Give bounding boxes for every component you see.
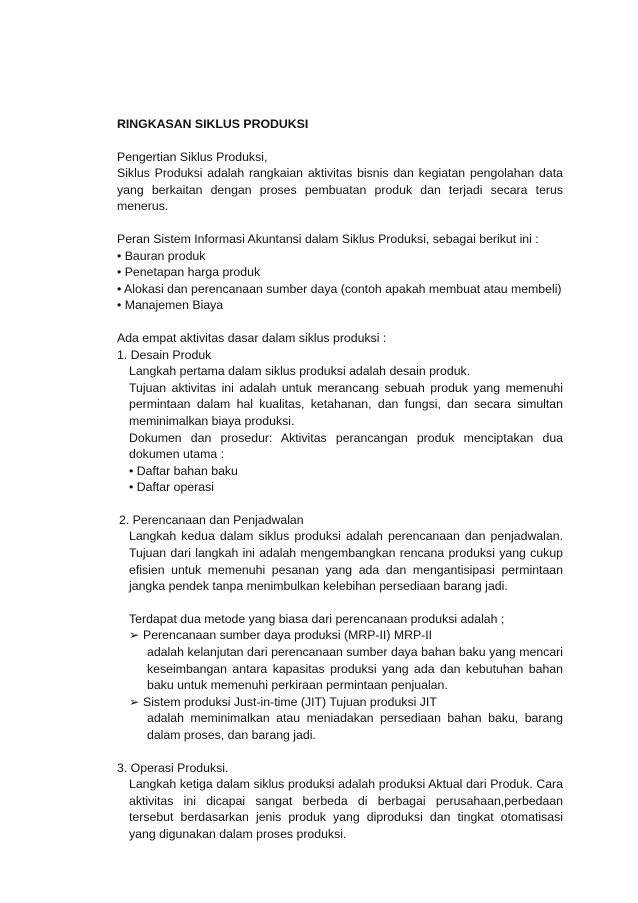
spacer	[117, 744, 563, 760]
definition-text: Siklus Produksi adalah rangkaian aktivitas bisnis dan kegiatan pengolahan data yang berkaitan dengan proses pembuatan produk dan terjadi secara terus menerus.	[117, 166, 563, 214]
section-1-paragraph: Langkah pertama dalam siklus produksi adalah desain produk.	[129, 364, 471, 379]
section-2-methods-intro: Terdapat dua metode yang biasa dari perencanaan produksi adalah ;	[129, 611, 505, 626]
role-item: • Bauran produk	[117, 248, 206, 263]
method-mrp-heading	[129, 627, 563, 644]
method-jit-title: Sistem produksi Just-in-time (JIT) Tujuan produksi JIT	[143, 694, 437, 709]
document-content	[117, 116, 563, 843]
spacer	[117, 133, 563, 149]
arrow-bullet-icon: ➢	[129, 694, 140, 709]
section-1-item: • Daftar operasi	[129, 480, 214, 495]
section-2-paragraph: Langkah kedua dalam siklus produksi adalah perencanaan dan penjadwalan. Tujuan dari langkah ini adalah mengembangkan rencana produksi yang cukup efisien untuk memenuhi pesanan yang ada dan mengantisipasi permintaan jangka pendek tanpa menimbulkan kelebihan persediaan barang jadi.	[129, 529, 563, 594]
spacer	[117, 215, 563, 231]
section-1-heading: 1. Desain Produk	[117, 347, 212, 362]
role-item: • Alokasi dan perencanaan sumber daya (contoh apakah membuat atau membeli)	[117, 281, 562, 296]
section-2-heading: 2. Perencanaan dan Penjadwalan	[119, 512, 304, 527]
definition-heading: Pengertian Siklus Produksi,	[117, 149, 268, 164]
spacer	[117, 496, 563, 512]
spacer	[117, 595, 563, 611]
section-1-item: • Daftar bahan baku	[129, 463, 238, 478]
method-mrp-title: Perencanaan sumber daya produksi (MRP-II) MRP-II	[143, 628, 433, 643]
section-1-paragraph: Tujuan aktivitas ini adalah untuk merancang sebuah produk yang memenuhi permintaan dalam hal kualitas, ketahanan, dan fungsi, dan secara simultan meminimalkan biaya produksi.	[129, 380, 563, 428]
arrow-bullet-icon: ➢	[129, 628, 140, 643]
role-heading: Peran Sistem Informasi Akuntansi dalam Siklus Produksi, sebagai berikut ini :	[117, 231, 539, 246]
role-item: • Manajemen Biaya	[117, 298, 224, 313]
method-jit-text: adalah meminimalkan atau meniadakan persediaan bahan baku, barang dalam proses, dan barang jadi.	[147, 711, 563, 742]
section-3-heading: 3. Operasi Produksi.	[117, 760, 229, 775]
role-item: • Penetapan harga produk	[117, 265, 261, 280]
method-jit-heading	[129, 694, 563, 711]
section-3-paragraph: Langkah ketiga dalam siklus produksi adalah produksi Aktual dari Produk. Cara aktivitas ini dicapai sangat berbeda di berbagai perusahaan,perbedaan tersebut berdasarkan jenis produk yang diproduksi dan tingkat otomatisasi yang digunakan dalam proses produksi.	[129, 777, 563, 841]
spacer	[117, 314, 563, 330]
method-mrp-text: adalah kelanjutan dari perencanaan sumber daya bahan baku yang mencari keseimbangan antara kapasitas produksi yang ada dan kebutuhan bahan baku untuk memenuhi perkiraan permintaan penjualan.	[147, 645, 563, 693]
document-title: RINGKASAN SIKLUS PRODUKSI	[117, 117, 309, 131]
section-1-paragraph: Dokumen dan prosedur: Aktivitas perancangan produk menciptakan dua dokumen utama :	[129, 430, 563, 462]
activities-heading: Ada empat aktivitas dasar dalam siklus produksi :	[117, 330, 387, 345]
